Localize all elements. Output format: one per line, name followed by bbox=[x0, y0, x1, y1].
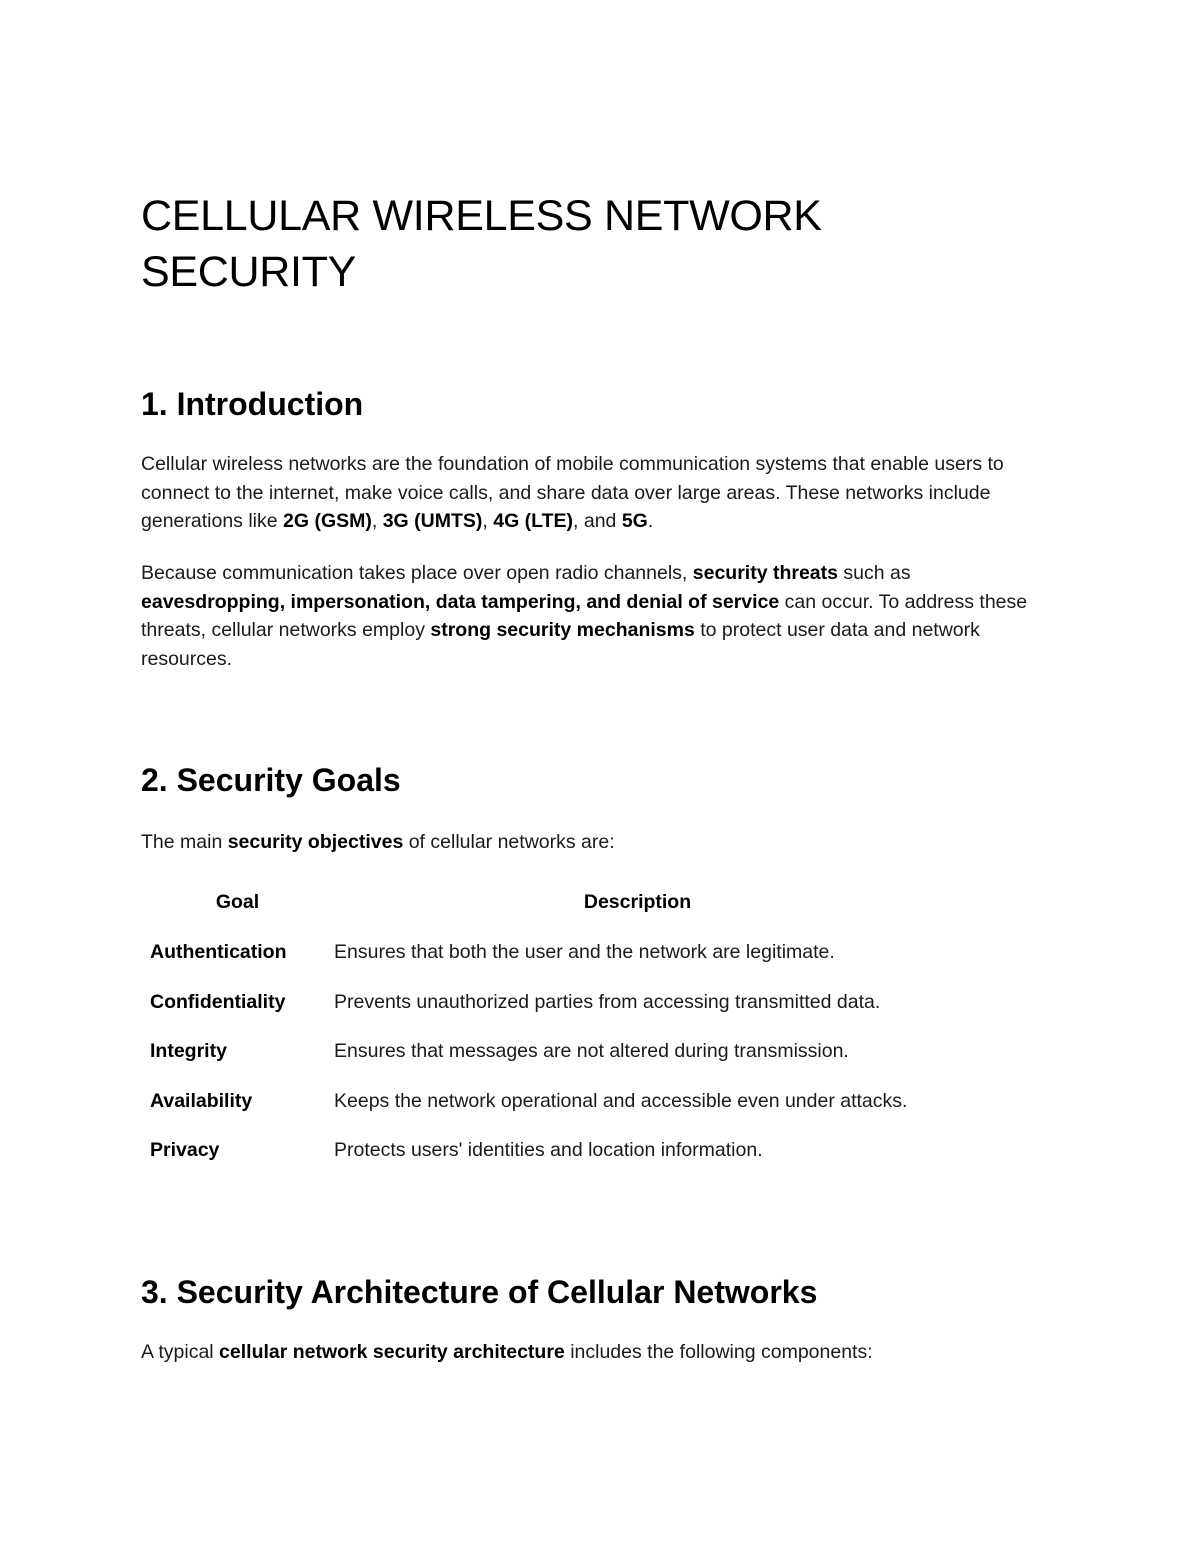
column-header-goal: Goal bbox=[215, 891, 260, 913]
intro-paragraph-1: Cellular wireless networks are the foundation of mobile communication systems that enable users to connect to the internet, make voice calls, and share data over large areas. These networks include generations like 2G (GSM), 3G (UMTS), 4G (LTE), and 5G. bbox=[141, 453, 1004, 532]
security-goals-table bbox=[141, 888, 941, 1186]
section-heading-introduction: 1. Introduction bbox=[141, 386, 364, 422]
description-cell: Ensures that messages are not altered during transmission. bbox=[334, 1040, 849, 1062]
table-row bbox=[141, 988, 941, 1038]
title-line-2: SECURITY bbox=[141, 248, 357, 296]
table-header-row bbox=[141, 888, 941, 938]
architecture-lead-paragraph: A typical cellular network security architecture includes the following components: bbox=[141, 1341, 873, 1363]
table-row bbox=[141, 1037, 941, 1087]
intro-paragraph-2: Because communication takes place over open radio channels, security threats such as eavesdropping, impersonation, data tampering, and denial of service can occur. To address these threats, cellular networks employ strong security mechanisms to protect user data and network resources. bbox=[141, 562, 1028, 670]
document-title bbox=[141, 188, 822, 300]
description-cell: Keeps the network operational and accessible even under attacks. bbox=[334, 1089, 908, 1112]
table-row bbox=[141, 1136, 941, 1186]
description-cell: Protects users' identities and location information. bbox=[334, 1139, 763, 1161]
section-heading-security-architecture: 3. Security Architecture of Cellular Networks bbox=[141, 1274, 818, 1310]
table-row bbox=[141, 938, 941, 988]
goal-cell: Integrity bbox=[150, 1040, 227, 1062]
goals-lead-paragraph: The main security objectives of cellular networks are: bbox=[141, 831, 615, 853]
section-heading-security-goals: 2. Security Goals bbox=[141, 762, 401, 798]
description-cell: Prevents unauthorized parties from accessing transmitted data. bbox=[334, 990, 881, 1013]
goal-cell: Availability bbox=[150, 1089, 253, 1112]
table-row bbox=[141, 1087, 941, 1137]
goal-cell: Authentication bbox=[150, 941, 287, 963]
description-cell: Ensures that both the user and the network are legitimate. bbox=[334, 941, 835, 963]
column-header-description: Description bbox=[583, 891, 692, 913]
goal-cell: Privacy bbox=[150, 1139, 220, 1161]
title-line-1: CELLULAR WIRELESS NETWORK bbox=[141, 192, 822, 240]
goal-cell: Confidentiality bbox=[150, 990, 286, 1013]
